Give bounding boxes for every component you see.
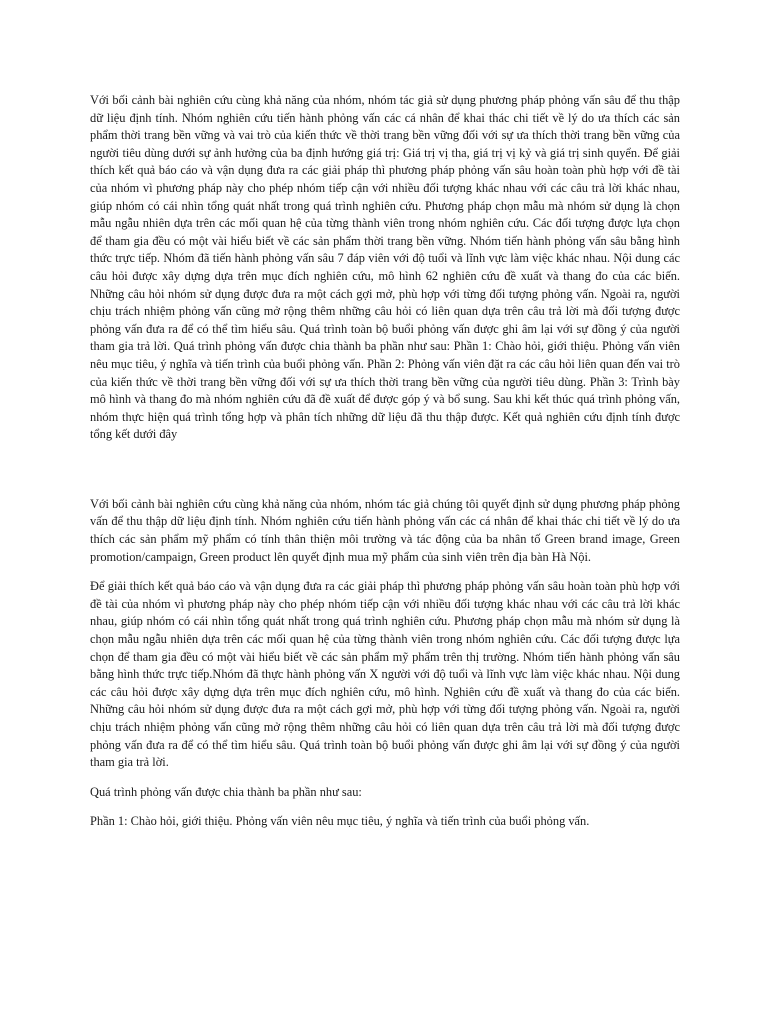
- paragraph-gap: [90, 444, 680, 496]
- paragraph-1: Với bối cảnh bài nghiên cứu cùng khả năng của nhóm, nhóm tác giả sử dụng phương pháp phỏng vấn sâu để thu thập dữ liệu định tính. Nhóm nghiên cứu tiến hành phỏng vấn các cá nhân để khai thác chi tiết về lý do ưa thích các sản phẩm thời trang bền vững và vai trò của kiến thức về thời trang bền vững đối với sự ưa thích thời trang bền vững của người tiêu dùng dưới sự ảnh hưởng của ba định hướng giá trị: Giá trị vị tha, giá trị vị kỷ và giá trị sinh quyển. Để giải thích kết quả báo cáo và vận dụng đưa ra các giải pháp thì phương pháp phỏng vấn sâu hoàn toàn phù hợp với đề tài của nhóm vì phương pháp này cho phép nhóm tiếp cận với nhiều đối tượng khác nhau với các câu trả lời khác nhau, giúp nhóm có cái nhìn tổng quát nhất trong quá trình nghiên cứu. Phương pháp chọn mẫu mà nhóm sử dụng là chọn mẫu ngẫu nhiên dựa trên các mối quan hệ của từng thành viên trong nhóm nghiên cứu. Các đối tượng được lựa chọn để tham gia đều có một vài hiểu biết về các sản phẩm thời trang bền vững. Nhóm tiến hành phỏng vấn sâu bằng hình thức trực tiếp. Nhóm đã tiến hành phỏng vấn sâu 7 đáp viên với độ tuổi và lĩnh vực làm việc khác nhau. Nội dung các câu hỏi được xây dựng dựa trên mục đích nghiên cứu, mô hình 62 nghiên cứu đề xuất và thang đo của các biến. Những câu hỏi nhóm sử dụng được đưa ra một cách gợi mở, phù hợp với từng đối tượng phỏng vấn. Ngoài ra, người chịu trách nhiệm phỏng vấn cũng mở rộng thêm những câu hỏi có liên quan dựa trên câu trả lời mà đối tượng được phỏng vấn đưa ra để có thể tìm hiểu sâu. Quá trình toàn bộ buổi phỏng vấn được ghi âm lại với sự đồng ý của người tham gia trả lời. Quá trình phỏng vấn được chia thành ba phần như sau: Phần 1: Chào hỏi, giới thiệu. Phỏng vấn viên nêu mục tiêu, ý nghĩa và tiến trình của buổi phỏng vấn. Phần 2: Phỏng vấn viên đặt ra các câu hỏi liên quan đến vai trò của kiến thức về thời trang bền vững đối với sự ưa thích thời trang bền vững của người tiêu dùng. Phần 3: Trình bày mô hình và thang đo mà nhóm nghiên cứu đã đề xuất để được góp ý và bổ sung. Sau khi kết thúc quá trình phỏng vấn, nhóm thực hiện quá trình tổng hợp và phân tích những dữ liệu đã thu thập được. Kết quả nghiên cứu định tính được tổng kết dưới đây: [90, 93, 680, 442]
- document-body: [90, 92, 680, 831]
- paragraph-gap: [90, 772, 680, 784]
- paragraph-3: Để giải thích kết quả báo cáo và vận dụng đưa ra các giải pháp thì phương pháp phỏng vấn sâu hoàn toàn phù hợp với đề tài của nhóm vì phương pháp này cho phép nhóm tiếp cận với nhiều đối tượng khác nhau với các câu trả lời khác nhau, giúp nhóm có cái nhìn tổng quát nhất trong quá trình nghiên cứu. Phương pháp chọn mẫu mà nhóm sử dụng là chọn mẫu ngẫu nhiên dựa trên các mối quan hệ của từng thành viên trong nhóm nghiên cứu. Các đối tượng được lựa chọn để tham gia đều có một vài hiểu biết về các sản phẩm mỹ phẩm trên thị trường. Nhóm tiến hành phỏng vấn sâu bằng hình thức trực tiếp.Nhóm đã thực hành phỏng vấn X người với độ tuổi và lĩnh vực làm việc khác nhau. Nội dung các câu hỏi được xây dựng dựa trên mục đích nghiên cứu, mô hình. Nghiên cứu đề xuất và thang đo của các biến. Những câu hỏi nhóm sử dụng được đưa ra một cách gợi mở, phù hợp với từng đối tượng phỏng vấn. Ngoài ra, người chịu trách nhiệm phỏng vấn cũng mở rộng thêm những câu hỏi có liên quan dựa trên câu trả lời mà đối tượng được phỏng vấn đưa ra để có thể tìm hiểu sâu. Quá trình toàn bộ buổi phỏng vấn được ghi âm lại với sự đồng ý của người tham gia trả lời.: [90, 579, 680, 770]
- paragraph-gap: [90, 566, 680, 578]
- paragraph-gap: [90, 801, 680, 813]
- paragraph-4: Quá trình phỏng vấn được chia thành ba phần như sau:: [90, 784, 362, 799]
- paragraph-5: Phần 1: Chào hỏi, giới thiệu. Phỏng vấn viên nêu mục tiêu, ý nghĩa và tiến trình của buổi phỏng vấn.: [90, 814, 590, 829]
- paragraph-2: Với bối cảnh bài nghiên cứu cùng khả năng của nhóm, nhóm tác giả chúng tôi quyết định sử dụng phương pháp phỏng vấn để thu thập dữ liệu định tính. Nhóm nghiên cứu tiến hành phỏng vấn các cá nhân để khai thác chi tiết về lý do ưa thích các sản phẩm mỹ phẩm có tính thân thiện môi trường và tác động của ba nhân tố Green brand image, Green promotion/campaign, Green product lên quyết định mua mỹ phẩm của sinh viên trên địa bàn Hà Nội.: [90, 496, 680, 564]
